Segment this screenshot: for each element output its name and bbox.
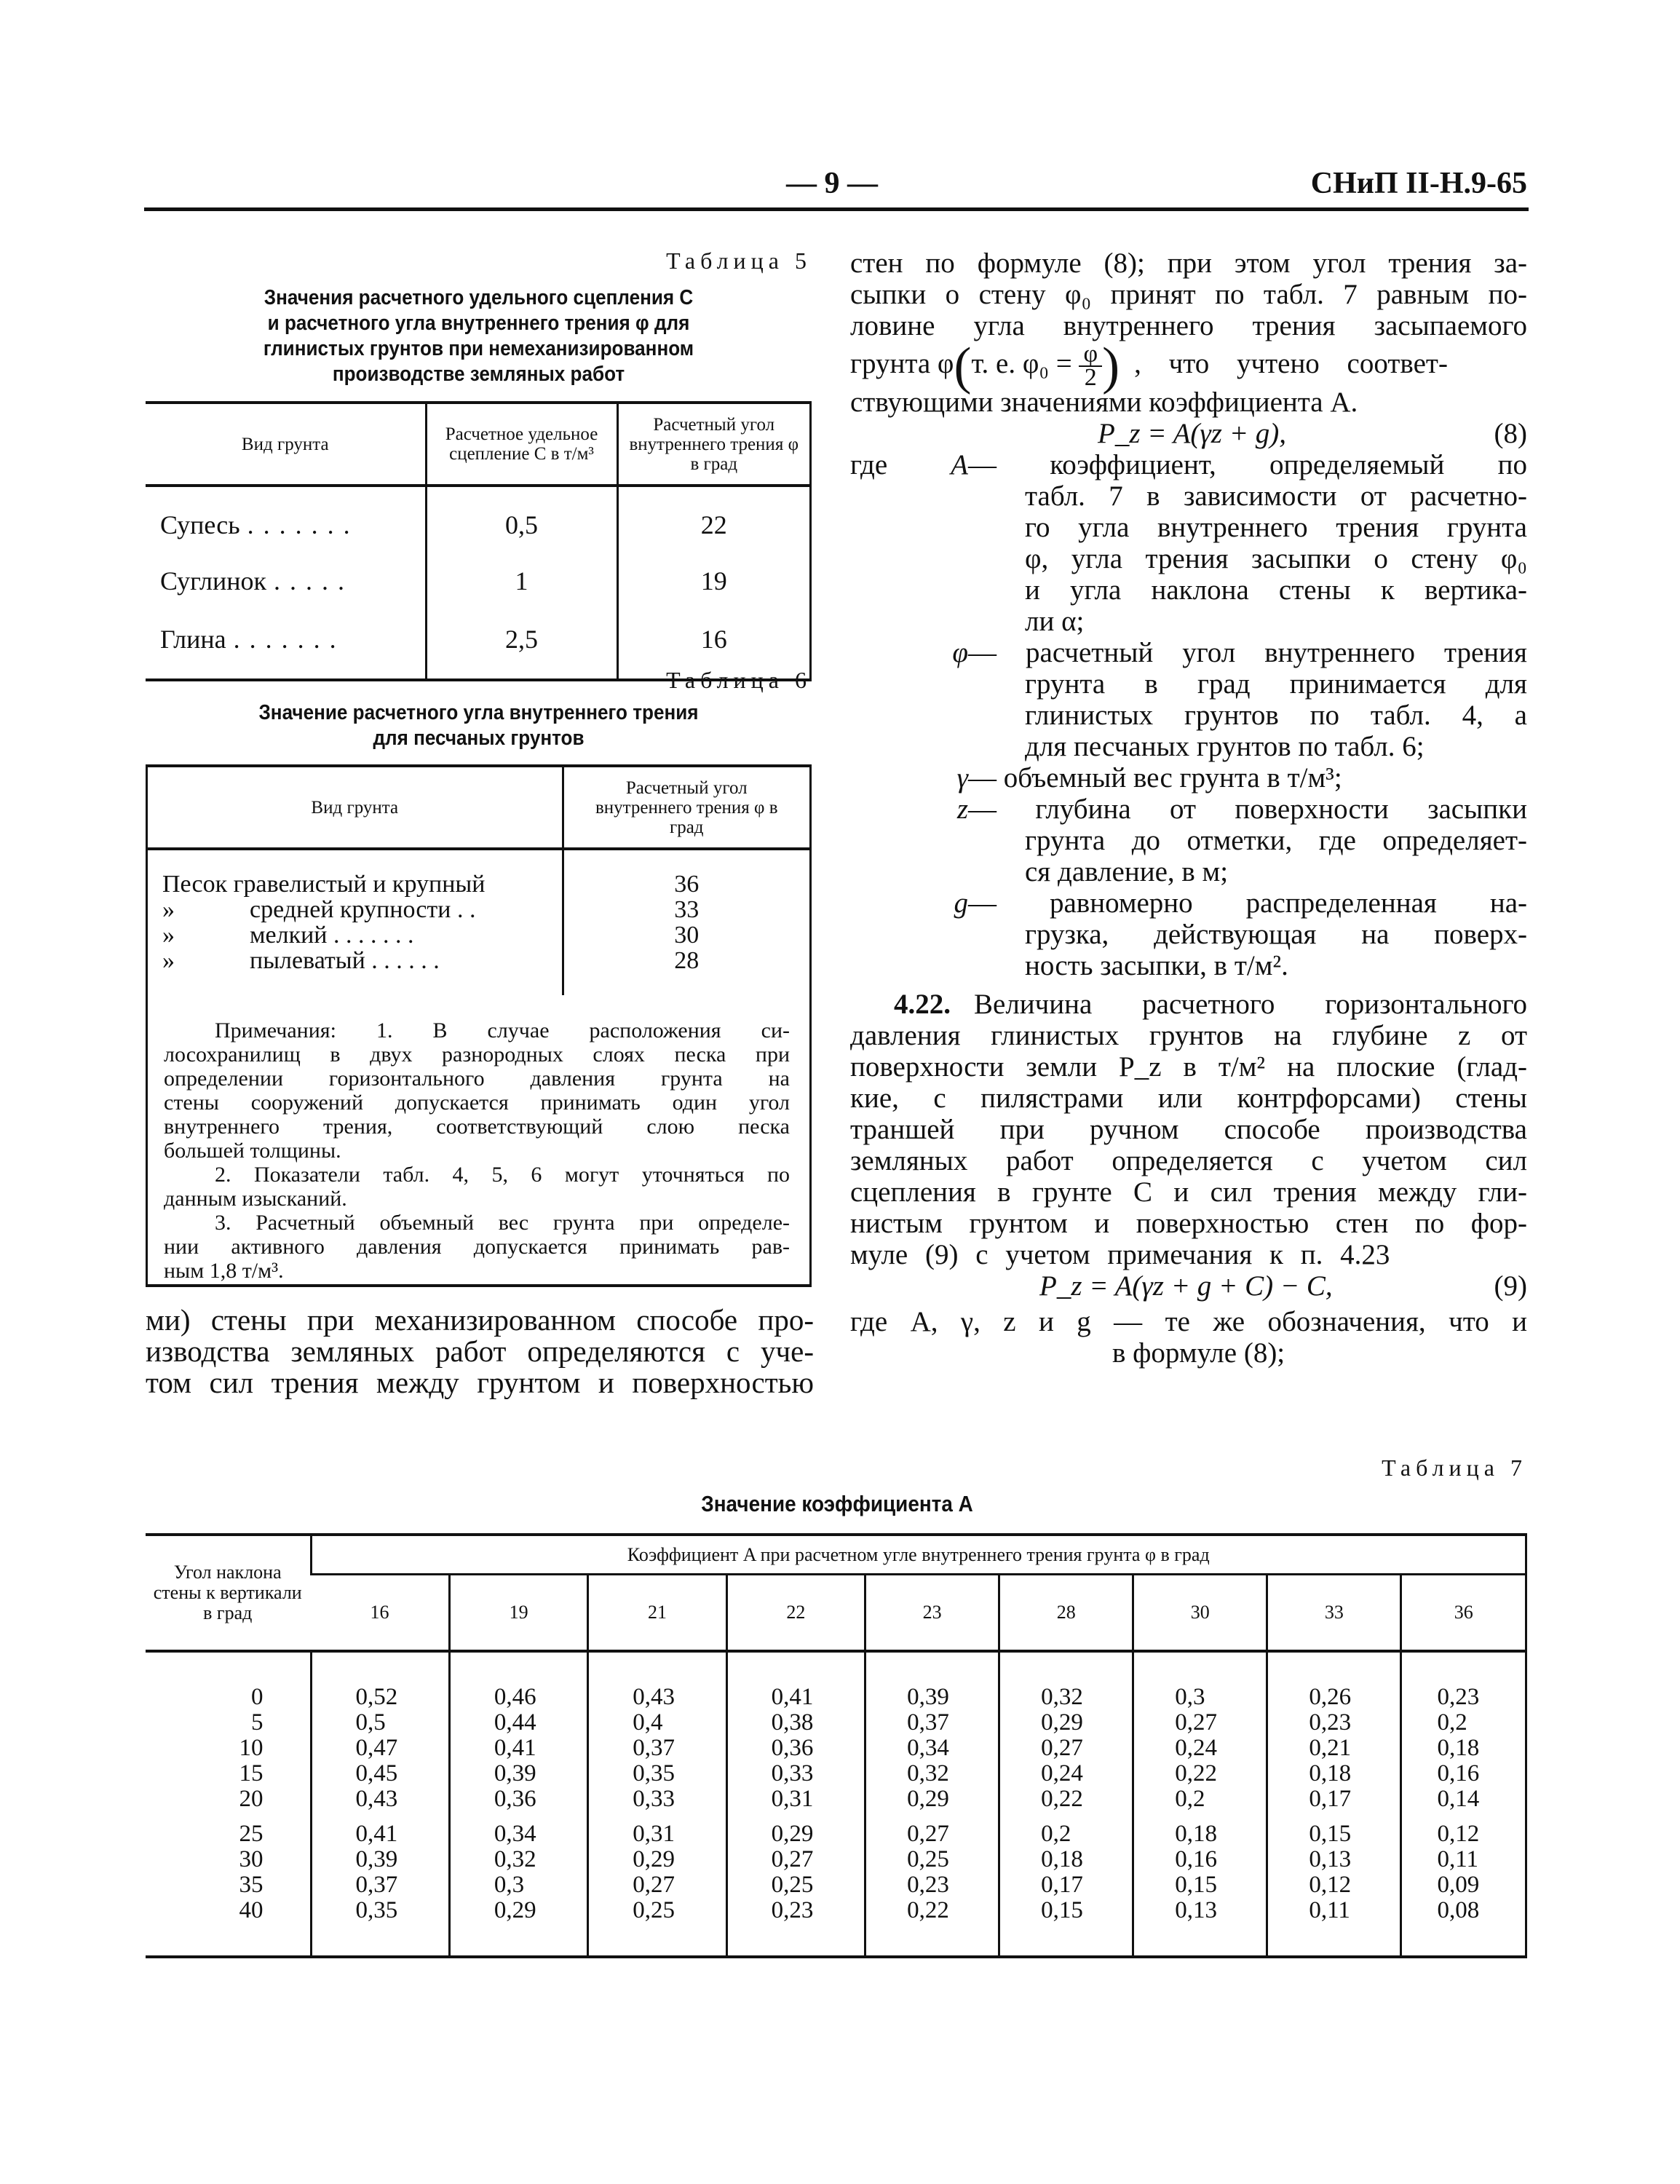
text-line: — равномерно распределенная на-	[968, 887, 1527, 919]
coefficient-value: 0,37	[588, 1735, 726, 1760]
coefficient-value: 0,37	[865, 1709, 999, 1735]
note-line: данным изысканий.	[164, 1187, 347, 1211]
spacer	[999, 1923, 1133, 1957]
phi-column-header: 21	[588, 1574, 726, 1651]
coefficient-value: 0,23	[726, 1897, 865, 1923]
coefficient-value: 0,47	[311, 1735, 449, 1760]
spacer	[563, 973, 809, 995]
text-line: го угла внутреннего трения грунта	[1025, 512, 1527, 543]
group-header: Коэффициент A при расчетном угле внутреннего трения грунта φ в град	[311, 1535, 1526, 1574]
coefficient-value: 0,5	[311, 1709, 449, 1735]
definition-symbol: A	[951, 449, 968, 480]
coefficient-value: 0,39	[449, 1760, 587, 1786]
table-row	[146, 562, 811, 600]
table6-title	[179, 700, 779, 751]
friction-angle-value: 33	[563, 897, 809, 922]
section-number: 4.22.	[894, 989, 951, 1020]
text-line: стен по формуле (8); при этом угол трения за-	[850, 248, 1527, 279]
formula: P_z = A(γz + g),	[1098, 418, 1287, 449]
text-line: глинистых грунтов по табл. 4, а	[1025, 700, 1527, 731]
coefficient-value: 0,08	[1401, 1897, 1526, 1923]
table-row	[146, 1735, 1526, 1760]
definition-symbol: z	[956, 794, 968, 825]
cohesion-value: 0,5	[426, 486, 617, 562]
angle-value: 0	[251, 1684, 264, 1710]
title-line: производстве земляных работ	[332, 363, 625, 386]
definition-symbol: γ	[956, 762, 968, 794]
coefficient-value: 0,23	[1401, 1651, 1526, 1709]
text-line: для песчаных грунтов по табл. 6;	[1025, 731, 1425, 762]
friction-angle-value: 28	[563, 948, 809, 973]
header-rule	[144, 207, 1529, 211]
table-row	[146, 1786, 1526, 1811]
soil-name: Суглинок	[160, 566, 267, 596]
table6-label: Таблица 6	[666, 667, 812, 693]
coefficient-value: 0,2	[999, 1811, 1133, 1846]
coefficient-value: 0,18	[1401, 1735, 1526, 1760]
coefficient-value: 0,29	[588, 1846, 726, 1872]
table6-notes	[164, 1018, 790, 1283]
coefficient-value: 0,2	[1401, 1709, 1526, 1735]
coefficient-value: 0,36	[449, 1786, 587, 1811]
column-header: Расчетный угол внутреннего трения φ в град	[617, 403, 811, 486]
table-row	[148, 948, 809, 973]
text-line: — глубина от поверхности засыпки	[968, 794, 1527, 825]
text-line: грунта в град принимается для	[1025, 668, 1527, 700]
friction-angle-value: 36	[563, 849, 809, 897]
coefficient-value: 0,41	[726, 1651, 865, 1709]
table-row	[148, 897, 809, 922]
definition-line	[850, 449, 1527, 480]
right-column-text	[850, 248, 1527, 1369]
table-row	[146, 1811, 1526, 1846]
table7	[146, 1533, 1527, 1958]
coefficient-value: 0,23	[865, 1872, 999, 1897]
coefficient-value: 0,3	[1133, 1651, 1267, 1709]
text-line: сцепления в грунте C и сил трения между гли-	[850, 1176, 1527, 1208]
coefficient-value: 0,22	[1133, 1760, 1267, 1786]
coefficient-value: 0,18	[1133, 1811, 1267, 1846]
soil-name: мелкий . . . . . . .	[250, 921, 414, 949]
note-line: 3. Расчетный объемный вес грунта при определе-	[215, 1211, 790, 1235]
row-header: Угол наклона стены к вертикали в град	[153, 1562, 302, 1623]
soil-name-cell	[146, 562, 426, 600]
coefficient-value: 0,35	[588, 1760, 726, 1786]
table-row	[148, 922, 809, 948]
text: грунта φ	[850, 348, 954, 379]
text-line: табл. 7 в зависимости от расчетно-	[1025, 480, 1527, 512]
table5	[146, 401, 812, 681]
coefficient-value: 0,15	[1267, 1811, 1401, 1846]
phi-column-header: 36	[1401, 1574, 1526, 1651]
coefficient-value: 0,26	[1267, 1651, 1401, 1709]
table5-label: Таблица 5	[666, 248, 812, 274]
text-line: — коэффициент, определяемый по	[968, 449, 1527, 480]
note-line: ным 1,8 т/м³.	[164, 1259, 284, 1283]
coefficient-value: 0,31	[588, 1811, 726, 1846]
text: , что учтено соответ-	[1134, 348, 1448, 379]
text-line: ствующими значениями коэффициента A.	[850, 387, 1358, 418]
angle-value: 15	[239, 1760, 264, 1787]
note-line: большей толщины.	[164, 1139, 341, 1163]
formula-9	[850, 1270, 1527, 1302]
text-line: — расчетный угол внутреннего трения	[968, 637, 1527, 668]
friction-angle-value: 19	[617, 562, 811, 600]
text-line: Величина расчетного горизонтального	[974, 989, 1527, 1020]
coefficient-value: 0,36	[726, 1735, 865, 1760]
coefficient-value: 0,16	[1133, 1846, 1267, 1872]
coefficient-value: 0,13	[1267, 1846, 1401, 1872]
title-line: Значения расчетного удельного сцепления C	[264, 286, 694, 309]
text-line: в формуле (8);	[1112, 1337, 1285, 1369]
ditto-mark: »	[162, 921, 175, 949]
note-line: 2. Показатели табл. 4, 5, 6 могут уточняться по	[215, 1163, 790, 1187]
soil-name-cell	[148, 849, 563, 897]
text-line: нистым грунтом и поверхностью стен по фор-	[850, 1208, 1527, 1239]
angle-value: 30	[239, 1845, 264, 1872]
leader-dots: . . . . . . .	[247, 510, 352, 539]
coefficient-value: 0,15	[999, 1897, 1133, 1923]
column-header: Расчетный угол внутреннего трения φ в град	[563, 767, 809, 849]
definition-line	[850, 543, 1527, 574]
coefficient-value: 0,27	[726, 1846, 865, 1872]
coefficient-value: 0,29	[449, 1897, 587, 1923]
soil-name-cell	[148, 922, 563, 948]
definition-line	[850, 762, 1527, 794]
soil-name: средней крупности . .	[250, 895, 476, 923]
definition-line	[850, 480, 1527, 512]
coefficient-value: 0,45	[311, 1760, 449, 1786]
coefficient-value: 0,29	[726, 1811, 865, 1846]
text-line: кие, с пилястрами или контрфорсами) стены	[850, 1083, 1527, 1114]
page-number: — 9 —	[786, 167, 878, 200]
text-line: сыпки о стену φ₀ принят по табл. 7 равным по-	[850, 279, 1527, 310]
soil-name: Супесь	[160, 510, 240, 539]
text-line: и угла наклона стены к вертика-	[1025, 574, 1527, 606]
coefficient-value: 0,43	[311, 1786, 449, 1811]
definition-line	[850, 637, 1527, 668]
text-line: ми) стены при механизированном способе про-	[146, 1303, 814, 1337]
title-line: Значение расчетного угла внутреннего трения	[258, 701, 699, 724]
table6-grid	[148, 767, 809, 995]
spacer	[726, 1923, 865, 1957]
denominator: 2	[1084, 364, 1097, 392]
coefficient-value: 0,12	[1401, 1811, 1526, 1846]
angle-value: 25	[239, 1821, 264, 1847]
definition-line	[850, 794, 1527, 825]
note-line: стены сооружений допускается принимать один угол	[164, 1091, 790, 1115]
coefficient-value: 0,46	[449, 1651, 587, 1709]
text-line: грунта до отметки, где определяет-	[1025, 825, 1527, 856]
table7-title: Значение коэффициента A	[701, 1491, 973, 1516]
coefficient-value: 0,24	[999, 1760, 1133, 1786]
spacer	[148, 973, 563, 995]
title-line: и расчетного угла внутреннего трения φ для	[267, 312, 690, 335]
coefficient-value: 0,16	[1401, 1760, 1526, 1786]
phi-column-header: 33	[1267, 1574, 1401, 1651]
friction-angle-value: 22	[617, 486, 811, 562]
angle-value: 35	[239, 1871, 264, 1898]
text-line: ся давление, в м;	[1025, 856, 1229, 887]
coefficient-value: 0,3	[449, 1872, 587, 1897]
coefficient-value: 0,22	[865, 1897, 999, 1923]
phi-column-header: 22	[726, 1574, 865, 1651]
definition-line	[850, 825, 1527, 856]
coefficient-value: 0,29	[999, 1709, 1133, 1735]
cohesion-value: 2,5	[426, 600, 617, 680]
note-line: внутреннего трения, соответствующий слою песка	[164, 1115, 790, 1139]
definition-line	[850, 887, 1527, 919]
table-row	[146, 1760, 1526, 1786]
spacer	[1401, 1923, 1526, 1957]
note-line: определении горизонтального давления грунта на	[164, 1067, 790, 1091]
coefficient-value: 0,33	[726, 1760, 865, 1786]
leader-dots: . . . . . . .	[233, 625, 338, 654]
coefficient-value: 0,38	[726, 1709, 865, 1735]
coefficient-value: 0,25	[726, 1872, 865, 1897]
column-header: Вид грунта	[241, 434, 329, 454]
coefficient-value: 0,27	[865, 1811, 999, 1846]
coefficient-value: 0,37	[311, 1872, 449, 1897]
spacer	[449, 1923, 587, 1957]
coefficient-value: 0,39	[865, 1651, 999, 1709]
coefficient-value: 0,2	[1133, 1786, 1267, 1811]
cohesion-value: 1	[426, 562, 617, 600]
formula-number: (9)	[1494, 1270, 1527, 1302]
spacer	[146, 1923, 311, 1957]
note-line: нии активного давления допускается принимать рав-	[164, 1235, 790, 1259]
coefficient-value: 0,23	[1267, 1709, 1401, 1735]
spacer	[588, 1923, 726, 1957]
table6	[146, 764, 812, 1287]
text-line: земляных работ определяется с учетом сил	[850, 1145, 1527, 1176]
text-line: поверхности земли P_z в т/м² на плоские (глад-	[850, 1051, 1527, 1083]
spacer	[311, 1923, 449, 1957]
definition-line	[850, 856, 1527, 887]
text-line: ли α;	[1025, 606, 1085, 637]
fraction-line	[850, 336, 1527, 395]
spacer	[865, 1923, 999, 1957]
paren: )	[1102, 336, 1120, 395]
text-line: ность засыпки, в т/м².	[1025, 950, 1288, 981]
coefficient-value: 0,15	[1133, 1872, 1267, 1897]
document-code: СНиП II-Н.9-65	[1310, 167, 1527, 200]
text-line: том сил трения между грунтом и поверхностью	[146, 1366, 814, 1399]
fraction	[1079, 341, 1102, 392]
soil-name: Песок гравелистый и крупный	[162, 871, 486, 898]
text-line: изводства земляных работ определяются с уче-	[146, 1334, 814, 1368]
title-line: глинистых грунтов при немеханизированном	[263, 337, 694, 360]
spacer	[1133, 1923, 1267, 1957]
coefficient-value: 0,34	[449, 1811, 587, 1846]
coefficient-value: 0,44	[449, 1709, 587, 1735]
angle-value: 40	[239, 1896, 264, 1923]
section-first-line	[850, 989, 1527, 1020]
formula-8	[850, 418, 1527, 449]
soil-name-cell	[148, 897, 563, 922]
coefficient-value: 0,27	[1133, 1709, 1267, 1735]
numerator: φ	[1079, 344, 1102, 367]
where-label: где	[850, 449, 888, 480]
table-row	[146, 1872, 1526, 1897]
coefficient-value: 0,39	[311, 1846, 449, 1872]
soil-name: пылеватый . . . . . .	[250, 946, 440, 974]
coefficient-value: 0,33	[588, 1786, 726, 1811]
coefficient-value: 0,25	[865, 1846, 999, 1872]
coefficient-value: 0,18	[999, 1846, 1133, 1872]
text: т. е. φ₀ =	[971, 348, 1072, 379]
friction-angle-value: 16	[617, 600, 811, 680]
note-line: лосохранилищ в двух разнородных слоях песка при	[164, 1042, 790, 1067]
phi-column-header: 19	[449, 1574, 587, 1651]
phi-column-header: 28	[999, 1574, 1133, 1651]
coefficient-value: 0,29	[865, 1786, 999, 1811]
definition-symbol: g	[954, 887, 968, 919]
leader-dots: . . . . .	[274, 566, 346, 596]
coefficient-value: 0,25	[588, 1897, 726, 1923]
coefficient-value: 0,12	[1267, 1872, 1401, 1897]
definition-symbol: φ	[952, 637, 968, 668]
coefficient-value: 0,43	[588, 1651, 726, 1709]
column-header: Расчетное удельное сцепление C в т/м³	[426, 403, 617, 486]
table7-label: Таблица 7	[1382, 1455, 1527, 1481]
left-column-text	[146, 1305, 814, 1398]
text-line: ловине угла внутреннего трения засыпаемого	[850, 310, 1527, 341]
column-header: Вид грунта	[311, 797, 399, 818]
coefficient-value: 0,4	[588, 1709, 726, 1735]
coefficient-value: 0,22	[999, 1786, 1133, 1811]
definition-line	[850, 606, 1527, 637]
coefficient-value: 0,34	[865, 1735, 999, 1760]
formula-number: (8)	[1494, 418, 1527, 449]
coefficient-value: 0,32	[449, 1846, 587, 1872]
coefficient-value: 0,21	[1267, 1735, 1401, 1760]
definition-line	[850, 700, 1527, 731]
spacer-row	[148, 973, 809, 995]
definition-line	[850, 512, 1527, 543]
coefficient-value: 0,27	[999, 1735, 1133, 1760]
coefficient-value: 0,09	[1401, 1872, 1526, 1897]
text-line: где A, γ, z и g — те же обозначения, что и	[850, 1306, 1527, 1337]
table-row	[146, 1651, 1526, 1709]
text-line: φ, угла трения засыпки о стену φ₀	[1025, 543, 1527, 574]
title-line: для песчаных грунтов	[373, 727, 585, 750]
header-row	[146, 1535, 1526, 1574]
header-row	[146, 1574, 1526, 1651]
text-line: грузка, действующая на поверх-	[1025, 919, 1527, 950]
formula: P_z = A(γz + g + C) − C,	[1039, 1270, 1333, 1302]
coefficient-value: 0,52	[311, 1651, 449, 1709]
coefficient-value: 0,35	[311, 1897, 449, 1923]
phi-column-header: 16	[370, 1602, 389, 1623]
ditto-mark: »	[162, 895, 175, 923]
coefficient-value: 0,14	[1401, 1786, 1526, 1811]
coefficient-value: 0,32	[865, 1760, 999, 1786]
soil-name-cell	[146, 486, 426, 562]
coefficient-value: 0,41	[449, 1735, 587, 1760]
coefficient-value: 0,18	[1267, 1760, 1401, 1786]
note-line: Примечания: 1. В случае расположения си-	[215, 1018, 790, 1042]
soil-name: Глина	[160, 625, 226, 654]
coefficient-value: 0,24	[1133, 1735, 1267, 1760]
ditto-mark: »	[162, 946, 175, 974]
definition-line	[850, 574, 1527, 606]
coefficient-value: 0,11	[1401, 1846, 1526, 1872]
text-line: траншей при ручном способе производства	[850, 1114, 1527, 1145]
coefficient-value: 0,17	[999, 1872, 1133, 1897]
coefficient-value: 0,32	[999, 1651, 1133, 1709]
text-line: давления глинистых грунтов на глубине z от	[850, 1020, 1527, 1051]
coefficient-value: 0,13	[1133, 1897, 1267, 1923]
table-row	[146, 1897, 1526, 1923]
text-line: муле (9) с учетом примечания к п. 4.23	[850, 1239, 1390, 1270]
coefficient-value: 0,17	[1267, 1786, 1401, 1811]
text-line: — объемный вес грунта в т/м³;	[968, 762, 1342, 794]
soil-name-cell	[148, 948, 563, 973]
angle-value: 20	[239, 1785, 264, 1812]
table5-title	[179, 285, 779, 387]
phi-column-header: 30	[1133, 1574, 1267, 1651]
angle-value: 10	[239, 1734, 264, 1761]
table-row	[146, 1846, 1526, 1872]
definition-line	[850, 919, 1527, 950]
spacer-row	[146, 1923, 1526, 1957]
coefficient-value: 0,31	[726, 1786, 865, 1811]
friction-angle-value: 30	[563, 922, 809, 948]
definition-line	[850, 668, 1527, 700]
table-row	[146, 486, 811, 562]
coefficient-value: 0,27	[588, 1872, 726, 1897]
table-row	[148, 849, 809, 897]
phi-column-header: 23	[865, 1574, 999, 1651]
definition-line	[850, 731, 1527, 762]
coefficient-value: 0,41	[311, 1811, 449, 1846]
angle-value: 5	[251, 1709, 264, 1736]
table-row	[146, 1709, 1526, 1735]
coefficient-value: 0,11	[1267, 1897, 1401, 1923]
definition-line	[850, 950, 1527, 981]
spacer	[1267, 1923, 1401, 1957]
paren: (	[954, 336, 972, 395]
